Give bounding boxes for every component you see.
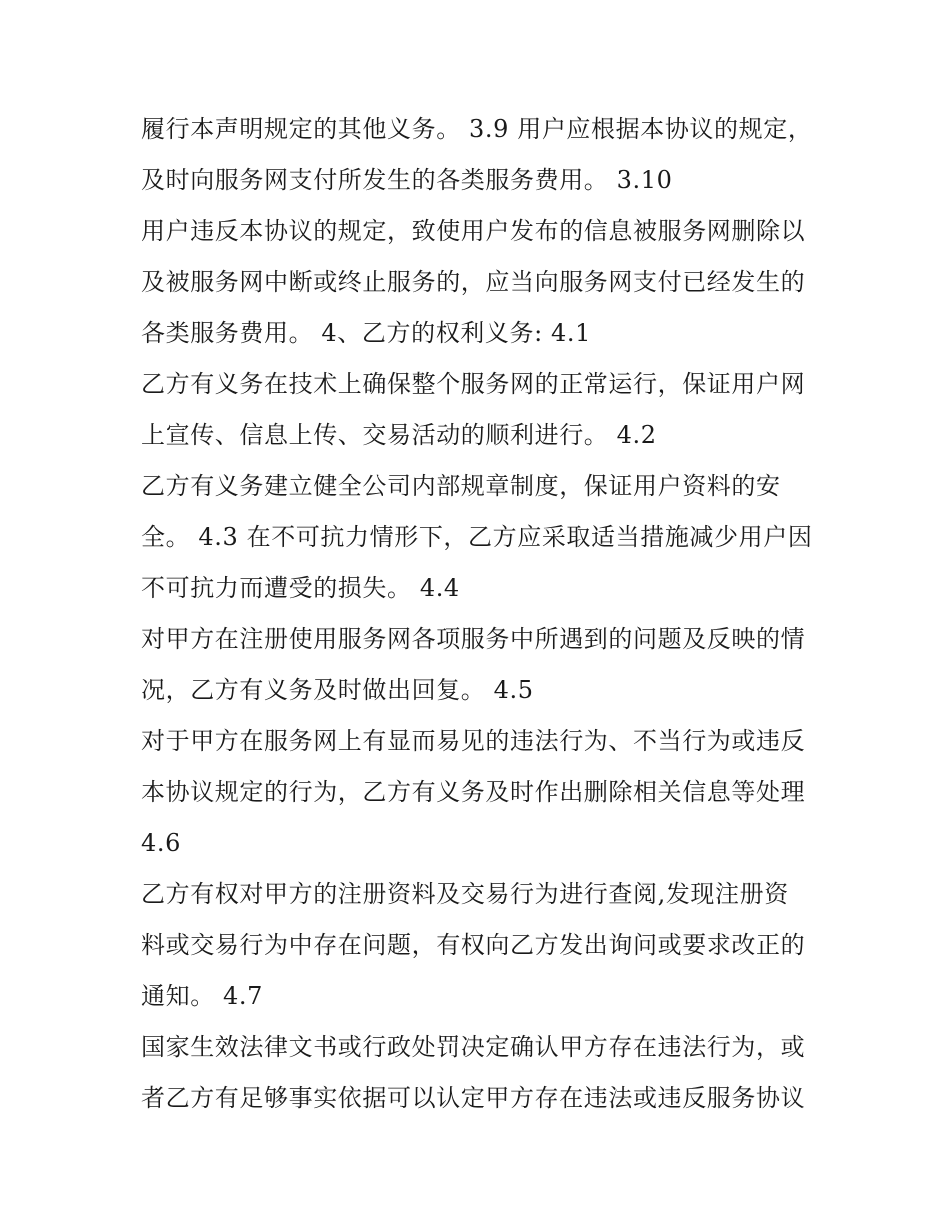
document-body: [141, 104, 821, 1124]
text-line: 及被服务网中断或终止服务的，应当向服务网支付已经发生的: [141, 268, 806, 296]
text-line: 本协议规定的行为，乙方有义务及时作出删除相关信息等处理: [141, 778, 806, 806]
text-line: 用户违反本协议的规定，致使用户发布的信息被服务网删除以: [141, 217, 806, 245]
text-line: 4.6: [141, 829, 181, 857]
text-line: 乙方有义务在技术上确保整个服务网的正常运行，保证用户网: [141, 370, 806, 398]
text-line: 国家生效法律文书或行政处罚决定确认甲方存在违法行为，或: [141, 1033, 806, 1061]
text-line: 者乙方有足够事实依据可以认定甲方存在违法或违反服务协议: [141, 1084, 806, 1112]
text-line: 及时向服务网支付所发生的各类服务费用。 3.10: [141, 166, 673, 194]
text-line: 全。 4.3 在不可抗力情形下，乙方应采取适当措施减少用户因: [141, 523, 813, 551]
text-line: 通知。 4.7: [141, 982, 263, 1010]
text-line: 上宣传、信息上传、交易活动的顺利进行。 4.2: [141, 421, 657, 449]
text-line: 料或交易行为中存在问题，有权向乙方发出询问或要求改正的: [141, 931, 806, 959]
text-line: 况，乙方有义务及时做出回复。 4.5: [141, 676, 534, 704]
text-line: 对于甲方在服务网上有显而易见的违法行为、不当行为或违反: [141, 727, 806, 755]
text-line: 乙方有义务建立健全公司内部规章制度，保证用户资料的安: [141, 472, 781, 500]
text-line: 不可抗力而遭受的损失。 4.4: [141, 574, 460, 602]
text-line: 履行本声明规定的其他义务。 3.9 用户应根据本协议的规定，: [141, 115, 813, 143]
text-line: 各类服务费用。 4、乙方的权利义务: 4.1: [141, 319, 591, 347]
text-line: 对甲方在注册使用服务网各项服务中所遇到的问题及反映的情: [141, 625, 806, 653]
text-line: 乙方有权对甲方的注册资料及交易行为进行查阅,发现注册资: [141, 880, 789, 908]
